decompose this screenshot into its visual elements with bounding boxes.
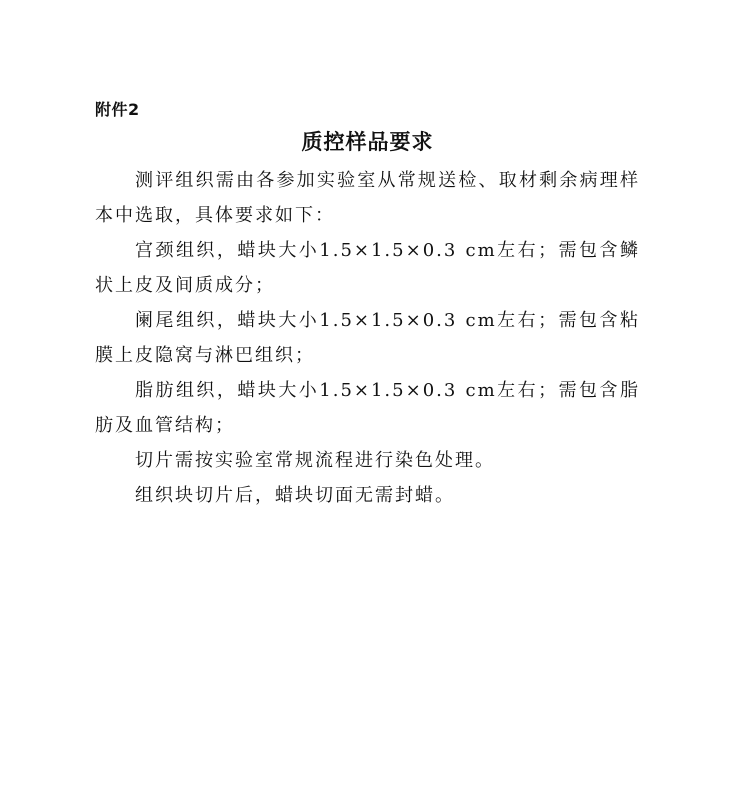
paragraph-adipose-tissue: 脂肪组织，蜡块大小1.5×1.5×0.3 cm左右；需包含脂肪及血管结构； xyxy=(95,380,640,436)
document-body xyxy=(95,163,640,513)
paragraph-appendix-tissue: 阑尾组织，蜡块大小1.5×1.5×0.3 cm左右；需包含粘膜上皮隐窝与淋巴组织； xyxy=(95,310,640,366)
paragraph-sectioning: 组织块切片后，蜡块切面无需封蜡。 xyxy=(135,485,455,506)
paragraph-staining: 切片需按实验室常规流程进行染色处理。 xyxy=(135,450,495,471)
paragraph-intro: 测评组织需由各参加实验室从常规送检、取材剩余病理样本中选取，具体要求如下： xyxy=(95,170,640,226)
paragraph-cervical-tissue: 宫颈组织，蜡块大小1.5×1.5×0.3 cm左右；需包含鳞状上皮及间质成分； xyxy=(95,240,640,296)
page-title: 质控样品要求 xyxy=(301,129,434,154)
attachment-label: 附件2 xyxy=(95,100,140,119)
